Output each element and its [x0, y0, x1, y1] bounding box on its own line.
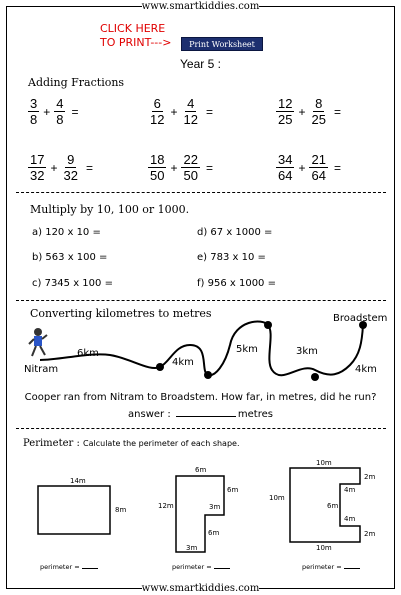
word-problem: Cooper ran from Nitram to Broadstem. How far, in metres, did he run?	[24, 392, 377, 403]
numerator: 4	[187, 96, 195, 111]
denominator: 32	[30, 168, 45, 183]
plus-sign: +	[170, 160, 178, 175]
click-here-line2: TO PRINT--->	[100, 36, 172, 49]
denominator: 12	[150, 112, 165, 127]
denominator: 8	[30, 112, 38, 127]
plus-sign: +	[50, 160, 58, 175]
numerator: 18	[150, 152, 165, 167]
denominator: 25	[278, 112, 293, 127]
multiply-d: d) 67 x 1000 =	[197, 227, 273, 238]
shape2-right-lower: 6m	[208, 529, 220, 537]
plus-sign: +	[170, 104, 178, 119]
multiply-f: f) 956 x 1000 =	[197, 278, 276, 289]
leg-1-distance: 6km	[77, 348, 99, 359]
perimeter-heading: Perimeter :	[23, 438, 80, 449]
numerator: 12	[278, 96, 293, 111]
numerator: 8	[315, 96, 323, 111]
denominator: 64	[278, 168, 293, 183]
shape2-bottom: 3m	[186, 544, 198, 552]
l-shape	[176, 476, 224, 552]
multiply-title: Multiply by 10, 100 or 1000.	[30, 203, 190, 216]
perimeter-label: perimeter =	[302, 563, 342, 571]
shape3-top: 10m	[316, 459, 332, 467]
shape3-inner: 6m	[327, 502, 339, 510]
shape3-bottom: 10m	[316, 544, 332, 552]
denominator: 8	[56, 112, 64, 127]
rectangle-shape	[38, 486, 110, 534]
leg-5-distance: 4km	[355, 364, 377, 375]
plus-sign: +	[298, 104, 306, 119]
perimeter-label: perimeter =	[172, 563, 212, 571]
year-title: Year 5 :	[180, 57, 221, 71]
numerator: 9	[67, 152, 75, 167]
numerator: 4	[56, 96, 64, 111]
leg-4-distance: 3km	[296, 346, 318, 357]
end-label: Broadstem	[333, 313, 388, 324]
denominator: 32	[63, 168, 78, 183]
site-url: www.smartkiddies.com	[141, 1, 260, 12]
multiply-c: c) 7345 x 100 =	[32, 278, 113, 289]
numerator: 3	[30, 96, 38, 111]
equals-sign: =	[71, 104, 79, 119]
print-worksheet-button[interactable]: Print Worksheet	[181, 37, 263, 51]
equals-sign: =	[85, 160, 93, 175]
shape3-inner-bottom: 4m	[344, 515, 356, 523]
multiply-e: e) 783 x 10 =	[197, 252, 266, 263]
denominator: 64	[311, 168, 326, 183]
shape2-step: 3m	[209, 503, 221, 511]
shape1-right: 8m	[115, 506, 127, 514]
converting-title: Converting kilometres to metres	[30, 307, 212, 320]
plus-sign: +	[298, 160, 306, 175]
multiply-b: b) 563 x 100 =	[32, 252, 108, 263]
equals-sign: =	[333, 104, 341, 119]
shape2-left: 12m	[158, 502, 174, 510]
numerator: 22	[183, 152, 198, 167]
numerator: 21	[311, 152, 326, 167]
leg-2-distance: 4km	[172, 357, 194, 368]
numerator: 34	[278, 152, 293, 167]
shape2-top: 6m	[195, 466, 207, 474]
shape3-right-bottom: 2m	[364, 530, 376, 538]
answer-label: answer :	[128, 409, 171, 420]
perimeter-instruction: Calculate the perimeter of each shape.	[83, 439, 240, 448]
site-footer	[0, 583, 401, 594]
equals-sign: =	[205, 104, 213, 119]
numerator: 17	[30, 152, 45, 167]
shape2-right-upper: 6m	[227, 486, 239, 494]
denominator: 25	[311, 112, 326, 127]
shape3-right-top: 2m	[364, 473, 376, 481]
perimeter-answer-1	[40, 563, 98, 571]
shape3-inner-top: 4m	[344, 486, 356, 494]
answer-unit: metres	[237, 409, 273, 420]
start-label: Nitram	[24, 364, 59, 375]
equals-sign: =	[333, 160, 341, 175]
equals-sign: =	[205, 160, 213, 175]
adding-fractions-title: Adding Fractions	[28, 76, 125, 89]
site-url: www.smartkiddies.com	[141, 583, 260, 594]
denominator: 50	[150, 168, 165, 183]
plus-sign: +	[43, 104, 51, 119]
numerator: 6	[153, 96, 161, 111]
shape1-top: 14m	[70, 477, 86, 485]
shape3-left: 10m	[269, 494, 285, 502]
denominator: 50	[183, 168, 198, 183]
perimeter-answer-3	[302, 563, 360, 571]
denominator: 12	[183, 112, 198, 127]
perimeter-label: perimeter =	[40, 563, 80, 571]
leg-3-distance: 5km	[236, 344, 258, 355]
c-shape	[290, 468, 360, 542]
click-here-line1: CLICK HERE	[100, 22, 166, 35]
multiply-a: a) 120 x 10 =	[32, 227, 101, 238]
perimeter-answer-2	[172, 563, 230, 571]
